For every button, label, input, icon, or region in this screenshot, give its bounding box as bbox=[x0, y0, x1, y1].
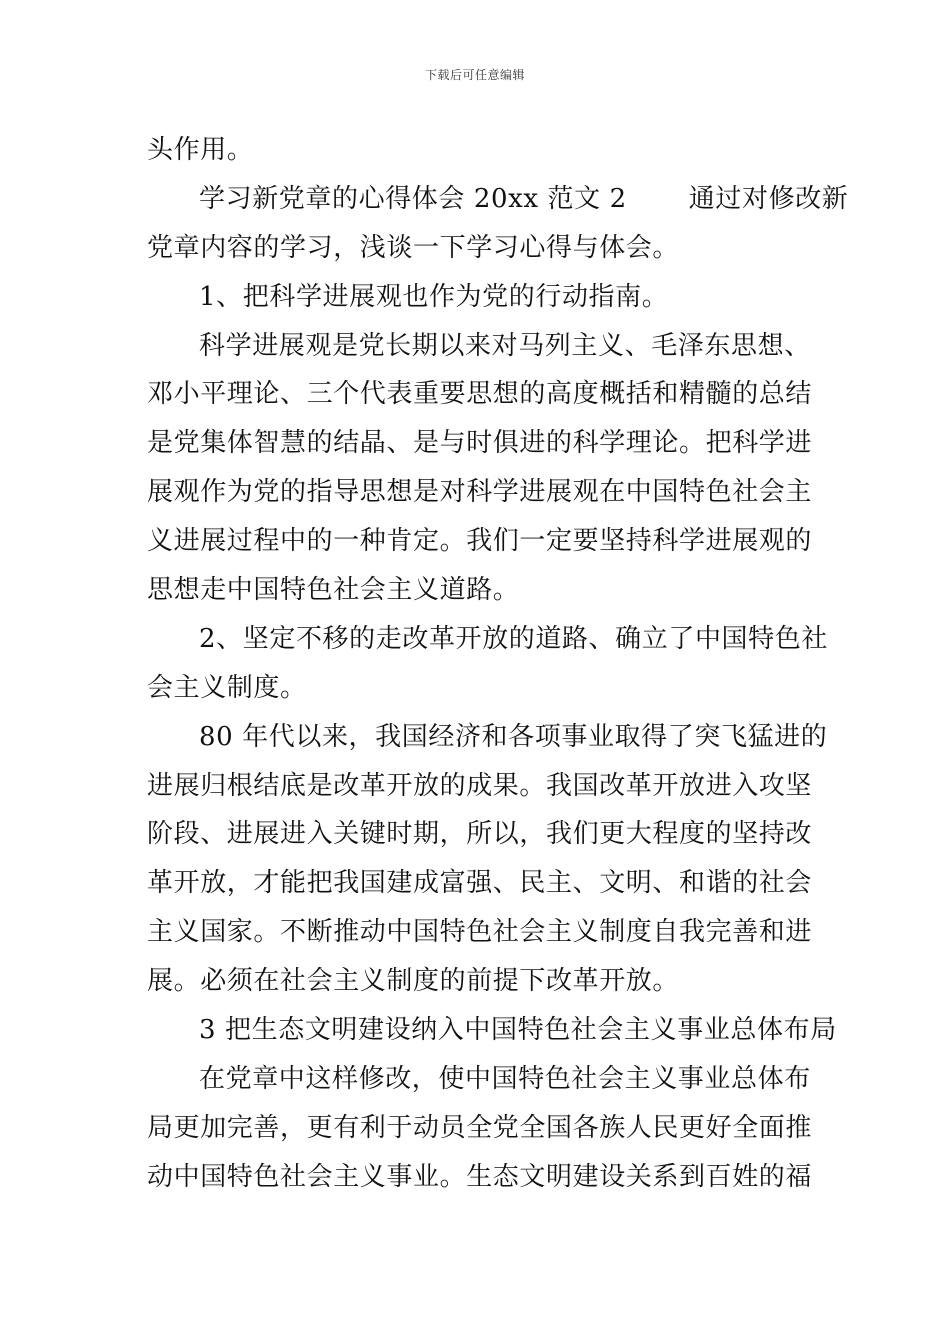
document-body bbox=[147, 126, 849, 1202]
text-line: 局更加完善，更有利于动员全党全国各族人民更好全面推 bbox=[147, 1112, 813, 1143]
section-heading: 2、坚定不移的走改革开放的道路、确立了中国特色社 bbox=[199, 623, 828, 654]
text-line: 思想走中国特色社会主义道路。 bbox=[147, 575, 520, 606]
text-line: 革开放，才能把我国建成富强、民主、文明、和谐的社会 bbox=[147, 868, 813, 899]
section-heading: 3 把生态文明建设纳入中国特色社会主义事业总体布局 bbox=[199, 1015, 837, 1046]
text-line: 党章内容的学习，浅谈一下学习心得与体会。 bbox=[147, 232, 680, 263]
text-line: 是党集体智慧的结晶、是与时俱进的科学理论。把科学进 bbox=[147, 428, 813, 459]
paragraph-start: 80 年代以来，我国经济和各项事业取得了突飞猛进的 bbox=[199, 721, 828, 752]
text-line: 进展归根结底是改革开放的成果。我国改革开放进入攻坚 bbox=[147, 770, 813, 801]
paragraph-start: 科学进展观是党长期以来对马列主义、毛泽东思想、 bbox=[199, 330, 811, 361]
text-line: 展。必须在社会主义制度的前提下改革开放。 bbox=[147, 966, 680, 997]
text-line: 头作用。 bbox=[147, 135, 254, 165]
text-line: 义进展过程中的一种肯定。我们一定要坚持科学进展观的 bbox=[147, 526, 813, 557]
text-line: 会主义制度。 bbox=[147, 672, 307, 703]
paragraph-start: 学习新党章的心得体会 20xx 范文 2 通过对修改新 bbox=[199, 183, 849, 214]
page-header: 下载后可任意编辑 bbox=[424, 68, 525, 82]
paragraph-start: 在党章中这样修改，使中国特色社会主义事业总体布 bbox=[199, 1063, 811, 1094]
text-line: 邓小平理论、三个代表重要思想的高度概括和精髓的总结 bbox=[147, 379, 813, 410]
text-line: 动中国特色社会主义事业。生态文明建设关系到百姓的福 bbox=[147, 1161, 813, 1192]
section-heading: 1、把科学进展观也作为党的行动指南。 bbox=[199, 281, 669, 312]
text-line: 展观作为党的指导思想是对科学进展观在中国特色社会主 bbox=[147, 477, 813, 508]
text-line: 阶段、进展进入关键时期，所以，我们更大程度的坚持改 bbox=[147, 819, 813, 850]
text-line: 主义国家。不断推动中国特色社会主义制度自我完善和进 bbox=[147, 917, 813, 948]
